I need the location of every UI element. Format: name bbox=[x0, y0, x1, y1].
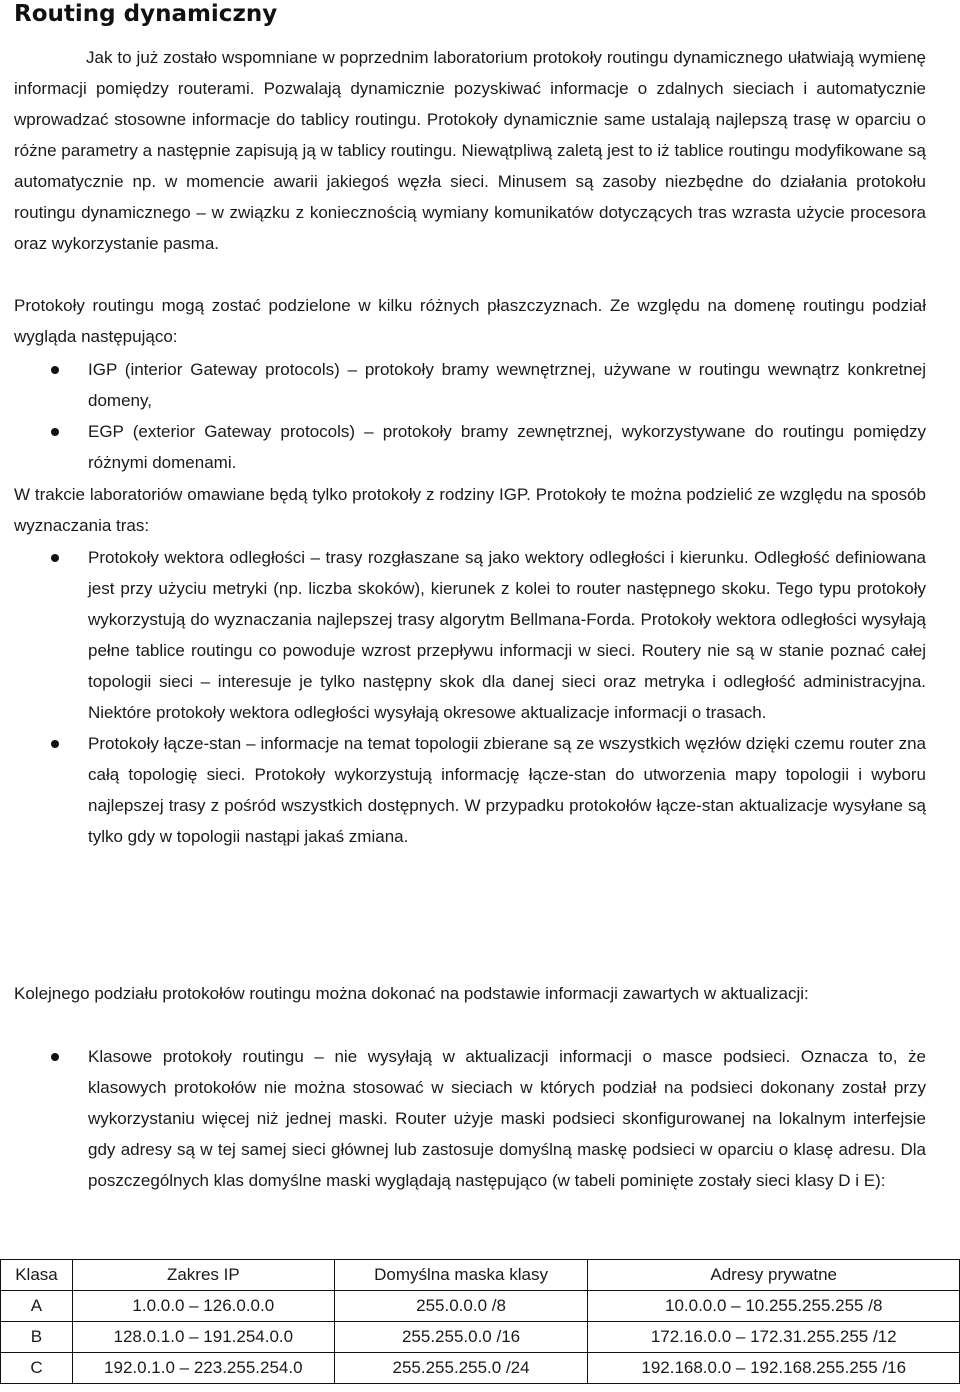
table-cell: 1.0.0.0 – 126.0.0.0 bbox=[72, 1291, 334, 1322]
table-row bbox=[1, 1322, 960, 1353]
table-cell: A bbox=[1, 1291, 73, 1322]
ip-class-table bbox=[0, 1259, 960, 1384]
table-cell: C bbox=[1, 1353, 73, 1384]
list-item bbox=[14, 728, 926, 852]
table-cell: 255.255.255.0 /24 bbox=[334, 1353, 588, 1384]
igp-paragraph: W trakcie laboratoriów omawiane będą tylko protokoły z rodziny IGP. Protokoły te można podzielić ze względu na sposób wyznaczania tras: bbox=[14, 485, 926, 535]
bullet-icon bbox=[51, 366, 59, 374]
list-item-text: Protokoły wektora odległości – trasy rozgłaszane są jako wektory odległości i kierunku. Odległość definiowana jest przy użyciu metryki (np. liczba skoków), kierunek z kolei to router następnego skoku. Tego typu protokoły wykorzystują do wyznaczania najlepszej trasy algorytm Bellmana-Forda. Protokoły wektora odległości wysyłają pełne tablice routingu co powoduje wzrost przepływu informacji w sieci. Routery nie są w stanie poznać całej topologii sieci – interesuje je tylko następny skok dla danej sieci oraz metryka i odległość administracyjna. Niektóre protokoły wektora odległości wysyłają okresowe aktualizacje informacji o trasach. bbox=[88, 548, 926, 722]
header-cell: Zakres IP bbox=[72, 1260, 334, 1291]
table-header-row bbox=[1, 1260, 960, 1291]
header-cell: Domyślna maska klasy bbox=[334, 1260, 588, 1291]
bullet-icon bbox=[51, 554, 59, 562]
bullet-icon bbox=[51, 1053, 59, 1061]
classful-list bbox=[14, 1041, 926, 1196]
table-cell: 128.0.1.0 – 191.254.0.0 bbox=[72, 1322, 334, 1353]
table-cell: 255.255.0.0 /16 bbox=[334, 1322, 588, 1353]
table-cell: 172.16.0.0 – 172.31.255.255 /12 bbox=[588, 1322, 960, 1353]
header-cell: Adresy prywatne bbox=[588, 1260, 960, 1291]
list-item bbox=[14, 354, 926, 416]
list-item bbox=[14, 416, 926, 478]
division-paragraph: Protokoły routingu mogą zostać podzielone w kilku różnych płaszczyznach. Ze względu na domenę routingu podział wygląda następująco: bbox=[14, 296, 926, 346]
domain-list bbox=[14, 354, 926, 478]
table-row bbox=[1, 1291, 960, 1322]
table-row bbox=[1, 1353, 960, 1384]
table-cell: 10.0.0.0 – 10.255.255.255 /8 bbox=[588, 1291, 960, 1322]
list-item-text: Klasowe protokoły routingu – nie wysyłają w aktualizacji informacji o masce podsieci. Oznacza to, że klasowych protokołów nie można stosować w sieciach w których podział na podsieci dokonany został przy wykorzystaniu więcej niż jednej maski. Router użyje maski podsieci skonfigurowanej na lokalnym interfejsie gdy adresy są w tej samej sieci głównej lub zastosuje domyślną maskę podsieci w oparciu o klasę adresu. Dla poszczególnych klas domyślne maski wyglądają następująco (w tabeli pominięte zostały sieci klasy D i E): bbox=[88, 1047, 926, 1190]
intro-paragraph: Jak to już zostało wspomniane w poprzednim laboratorium protokoły routingu dynamicznego ułatwiają wymienę informacji pomiędzy routerami. Pozwalają dynamicznie pozyskiwać informacje o zdalnych sieciach i automatycznie wprowadzać stosowne informacje do tablicy routingu. Protokoły dynamicznie same ustalają najlepszą trasę w oparciu o różne parametry a następnie zapisują ją w tablicy routingu. Niewątpliwą zaletą jest to iż tablice routingu modyfikowane są automatycznie np. w momencie awarii jakiegoś węzła sieci. Minusem są zasoby niezbędne do działania protokołu routingu dynamicznego – w związku z koniecznością wymiany komunikatów dotyczących tras wzrasta użycie procesora oraz wykorzystanie pasma. bbox=[14, 48, 926, 253]
list-item bbox=[14, 1041, 926, 1196]
header-cell: Klasa bbox=[1, 1260, 73, 1291]
list-item bbox=[14, 542, 926, 728]
bullet-icon bbox=[51, 428, 59, 436]
table-cell: B bbox=[1, 1322, 73, 1353]
bullet-icon bbox=[51, 740, 59, 748]
list-item-text: IGP (interior Gateway protocols) – protokoły bramy wewnętrznej, używane w routingu wewnątrz konkretnej domeny, bbox=[88, 360, 926, 410]
list-item-text: Protokoły łącze-stan – informacje na temat topologii zbierane są ze wszystkich węzłów dzięki czemu router zna całą topologię sieci. Protokoły wykorzystują informację łącze-stan do utworzenia mapy topologii i wyboru najlepszej trasy z pośród wszystkich dostępnych. W przypadku protokołów łącze-stan aktualizacje wysyłane są tylko gdy w topologii nastąpi jakaś zmiana. bbox=[88, 734, 926, 846]
table-cell: 192.168.0.0 – 192.168.255.255 /16 bbox=[588, 1353, 960, 1384]
table-cell: 192.0.1.0 – 223.255.254.0 bbox=[72, 1353, 334, 1384]
list-item-text: EGP (exterior Gateway protocols) – protokoły bramy zewnętrznej, wykorzystywane do routingu pomiędzy różnymi domenami. bbox=[88, 422, 926, 472]
update-paragraph: Kolejnego podziału protokołów routingu można dokonać na podstawie informacji zawartych w aktualizacji: bbox=[14, 984, 809, 1003]
route-method-list bbox=[14, 542, 926, 852]
page-title: Routing dynamiczny bbox=[14, 1, 278, 27]
table-cell: 255.0.0.0 /8 bbox=[334, 1291, 588, 1322]
